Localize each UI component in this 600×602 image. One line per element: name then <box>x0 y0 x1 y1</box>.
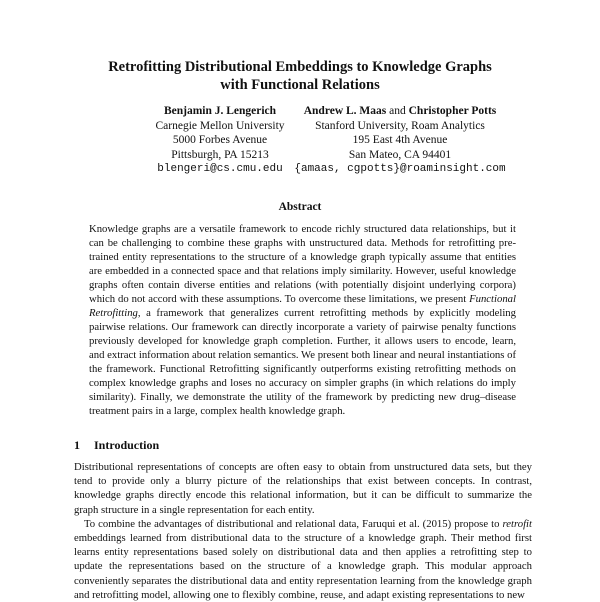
paragraph-2-part-2: embeddings learned from distributional data to the structure of a knowledge graph. Their method first learns entity representations based solely on distributional data and then applies a retrofitting step to update the representations based on the structure of a knowledge graph. This modular approach conveniently separates the distributional data and entity representation learning from the knowledge graph and retrofitting model, allowing one to flexibly combine, reuse, and adapt existing representations to new <box>74 532 532 601</box>
author-name-maas: Andrew L. Maas <box>303 105 387 117</box>
author-email: {amaas, cgpotts}@roaminsight.com <box>294 163 506 176</box>
section-title: Introduction <box>94 438 160 452</box>
author-name: Benjamin J. Lengerich <box>163 105 277 117</box>
introduction-paragraph-1: Distributional representations of concepts are often easy to obtain from unstructured data sets, but they tend to provide only a blurry picture of the relationships that exist between concepts. In contrast, knowledge graphs directly encode this relational information, but it can be difficult to summarize the graph structure in a single representation for each entity. <box>74 461 532 516</box>
paper-title <box>0 58 600 94</box>
section-heading <box>74 438 159 453</box>
section-number: 1 <box>74 438 80 452</box>
abstract-text-part-2: , a framework that generalizes current retrofitting methods by explicitly modeling pairwise relations. Our framework can directly incorporate a variety of pairwise penalty functions previously developed for knowledge graph completion. Further, it allows users to encode, learn, and extract information about relation semantics. We present both linear and neural instantiations of the framework. Functional Retrofitting significantly outperforms existing retrofitting methods on complex knowledge graphs and loses no accuracy on simpler graphs (in which relations do imply similarity). Finally, we demonstrate the utility of the framework by predicting new drug–disease treatment pairs in a large, complex health knowledge graph. <box>89 307 516 417</box>
title-line-1: Retrofitting Distributional Embeddings to Knowledge Graphs <box>108 59 492 75</box>
title-line-2: with Functional Relations <box>220 77 380 93</box>
author-address-line-1: 5000 Forbes Avenue <box>172 134 268 147</box>
abstract-heading: Abstract <box>278 201 322 213</box>
author-affiliation: Stanford University, Roam Analytics <box>315 119 485 132</box>
author-email: blengeri@cs.cmu.edu <box>157 163 283 176</box>
author-name-join: and <box>389 105 406 117</box>
author-address-line-2: San Mateo, CA 94401 <box>348 148 452 161</box>
introduction-body <box>74 460 532 602</box>
abstract-emphasis: Functional Retrofitting <box>89 293 516 319</box>
introduction-paragraph-2 <box>74 517 532 602</box>
paragraph-2-part-1: To combine the advantages of distributional and relational data, Faruqui et al. (2015) propose to <box>84 517 503 530</box>
paragraph-2-emphasis: retrofit <box>502 517 532 530</box>
author-address-line-2: Pittsburgh, PA 15213 <box>171 148 269 161</box>
author-names-line <box>285 104 515 119</box>
author-block-right <box>285 104 515 177</box>
author-address-line-1: 195 East 4th Avenue <box>352 134 448 147</box>
abstract-text-part-1: Knowledge graphs are a versatile framework to encode richly structured data relationships, but it can be challenging to combine these graphs with unstructured data. Methods for retrofitting pre-trained entity representations to the structure of a knowledge graph typically assume that entities are embedded in a connected space and that relations imply similarity. However, useful knowledge graphs often contain diverse entities and relations (with potentially disjoint underlying corpora) which do not accord with these assumptions. To overcome these limitations, we present <box>89 223 516 305</box>
abstract-body <box>89 222 516 418</box>
abstract-paragraph <box>89 222 516 418</box>
author-affiliation: Carnegie Mellon University <box>155 119 285 132</box>
author-name-potts: Christopher Potts <box>408 105 497 117</box>
